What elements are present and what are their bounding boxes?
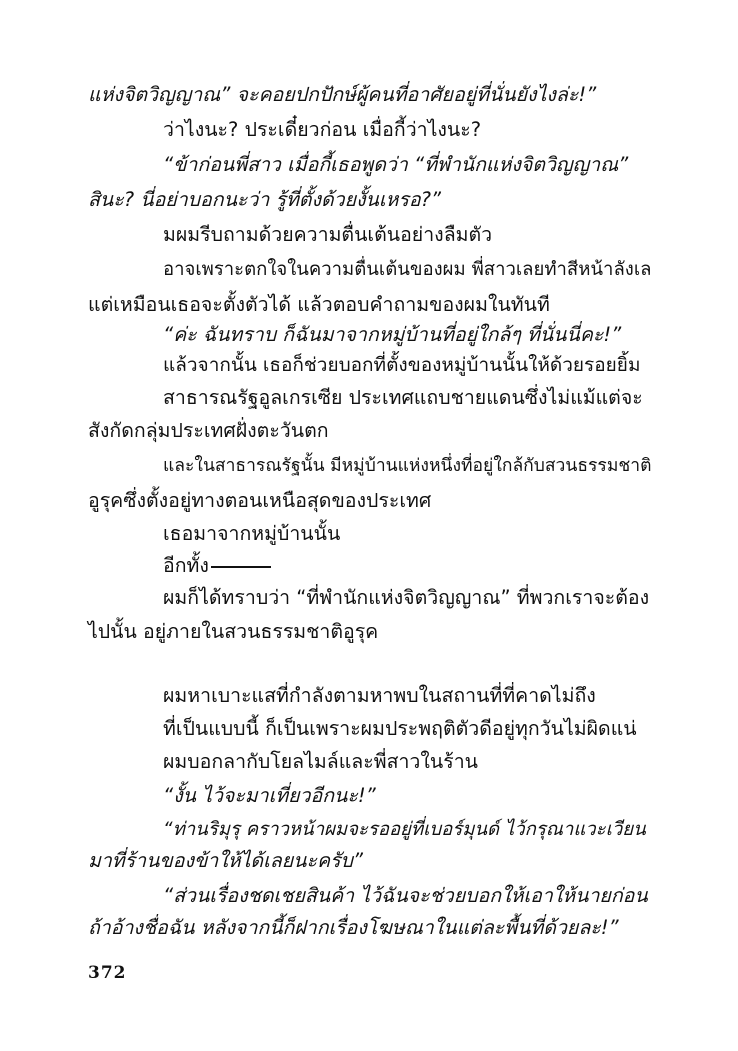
text-line-4: สินะ? นี่อย่าบอกนะว่า รู้ที่ตั้งด้วยงั้นเหรอ?” <box>88 188 442 211</box>
text-line-18: ผมหาเบาะแสที่กำลังตามหาพบในสถานที่ที่คาดไม่ถึง <box>163 684 596 707</box>
text-line-9: แล้วจากนั้น เธอก็ช่วยบอกที่ตั้งของหมู่บ้านนั้นให้ด้วยรอยยิ้ม <box>163 354 641 376</box>
text-line-12: และในสาธารณรัฐนั้น มีหมู่บ้านแห่งหนึ่งที่อยู่ใกล้กับสวนธรรมชาติ <box>163 456 652 476</box>
text-line-10: สาธารณรัฐอูลเกรเซีย ประเทศแถบชายแดนซึ่งไม่แม้แต่จะ <box>163 386 643 409</box>
text-line-15-text: อีกทั้ง <box>163 554 209 577</box>
text-line-25: ถ้าอ้างชื่อฉัน หลังจากนี้ก็ฝากเรื่องโฆษณาในแต่ละพื้นที่ด้วยละ!” <box>88 916 619 939</box>
text-line-14: เธอมาจากหมู่บ้านนั้น <box>163 522 341 545</box>
text-line-19: ที่เป็นแบบนี้ ก็เป็นเพราะผมประพฤติตัวดีอยู่ทุกวันไม่ผิดแน่ <box>163 717 637 740</box>
text-line-11: สังกัดกลุ่มประเทศฝั่งตะวันตก <box>88 419 329 442</box>
text-line-20: ผมบอกลากับโยลไมล์และพี่สาวในร้าน <box>163 750 478 773</box>
text-line-5: มผมรีบถามด้วยความตื่นเต้นอย่างลืมตัว <box>163 223 493 246</box>
text-line-16: ผมก็ได้ทราบว่า “ที่พำนักแห่งจิตวิญญาณ” ที่พวกเราจะต้อง <box>163 586 650 609</box>
text-line-21: “งั้น ไว้จะมาเที่ยวอีกนะ!” <box>163 784 376 807</box>
text-line-1: แห่งจิตวิญญาณ” จะคอยปกปักษ์ผู้คนที่อาศัยอยู่ที่นั่นยังไงล่ะ!” <box>88 83 597 106</box>
text-line-17: ไปนั้น อยู่ภายในสวนธรรมชาติอูรุค <box>88 620 379 643</box>
page-number: 372 <box>88 963 127 983</box>
text-line-24: “ส่วนเรื่องชดเชยสินค้า ไว้ฉันจะช่วยบอกให้เอาให้นายก่อน <box>163 884 648 907</box>
text-line-15 <box>163 553 271 579</box>
text-line-6: อาจเพราะตกใจในความตื่นเต้นของผม พี่สาวเลยทำสีหน้าลังเล <box>163 259 652 280</box>
text-line-3: “ข้าก่อนพี่สาว เมื่อกี้เธอพูดว่า “ที่พำนักแห่งจิตวิญญาณ” <box>163 153 629 176</box>
text-line-2: ว่าไงนะ? ประเดี๋ยวก่อน เมื่อกี้ว่าไงนะ? <box>163 118 482 141</box>
text-line-13: อูรุคซึ่งตั้งอยู่ทางตอนเหนือสุดของประเทศ <box>88 489 432 512</box>
text-line-22: “ท่านริมุรุ คราวหน้าผมจะรออยู่ที่เบอร์มุนด์ ไว้กรุณาแวะเวียน <box>163 819 646 840</box>
em-dash-rule <box>211 566 271 568</box>
text-line-23: มาที่ร้านของข้าให้ได้เลยนะครับ” <box>88 849 363 872</box>
text-line-7: แต่เหมือนเธอจะตั้งตัวได้ แล้วตอบคำถามของผมในทันที <box>88 293 550 316</box>
text-line-8: “ค่ะ ฉันทราบ ก็ฉันมาจากหมู่บ้านที่อยู่ใกล้ๆ ที่นั่นนี่คะ!” <box>163 323 622 346</box>
